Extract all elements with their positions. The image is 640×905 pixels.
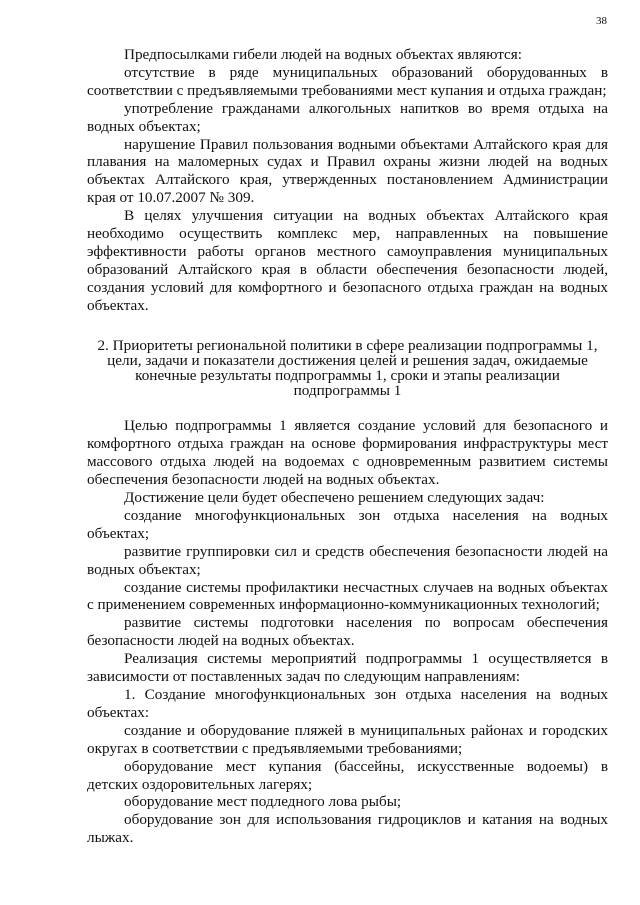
page-number: 38 [596,15,607,27]
paragraph: 1. Создание многофункциональных зон отдыха населения на водных объектах: [87,686,608,721]
paragraph: оборудование мест подледного лова рыбы; [124,793,402,811]
page-content [87,46,608,847]
paragraph: развитие системы подготовки населения по вопросам обеспечения безопасности людей на водных объектах. [87,614,608,650]
paragraph: оборудование зон для использования гидроциклов и катания на водных лыжах. [87,811,608,847]
paragraph: создание системы профилактики несчастных случаев на водных объектах с применением современных информационно-коммуникационных технологий; [87,578,608,614]
paragraph: создание и оборудование пляжей в муниципальных районах и городских округах в соответствии с предъявляемыми требованиями; [87,721,608,757]
paragraph: Достижение цели будет обеспечено решением следующих задач: [124,489,545,507]
paragraph: Предпосылками гибели людей на водных объектах являются: [124,46,522,63]
paragraph: нарушение Правил пользования водными объектами Алтайского края для плавания на маломерных судах и Правил охраны жизни людей на водных объектах Алтайского края, утвержденных постановлением Администрации края от 10.07.2007 № 309. [87,135,608,207]
paragraph: Целью подпрограммы 1 является создание условий для безопасного и комфортного отдыха граждан на основе формирования инфраструктуры мест массового отдыха людей на водоемах с одновременным развитием системы обеспечения безопасности людей на водных объектах. [87,417,608,489]
paragraph: В целях улучшения ситуации на водных объектах Алтайского края необходимо осуществить комплекс мер, направленных на повышение эффективности работы органов местного самоуправления муниципальных образований Алтайского края в области обеспечения безопасности людей, создания условий для комфортного и безопасного отдыха граждан на водных объектах. [87,207,608,314]
paragraph: употребление гражданами алкогольных напитков во время отдыха на водных объектах; [87,99,608,135]
section-heading: 2. Приоритеты региональной политики в сфере реализации подпрограммы 1, цели, задачи и показатели достижения целей и решения задач, ожидаемые конечные результаты подпрограммы 1, сроки и этапы реализации подпрограммы 1 [97,336,598,400]
paragraph: Реализация системы мероприятий подпрограммы 1 осуществляется в зависимости от поставленных задач по следующим направлениям: [87,650,608,686]
paragraph: отсутствие в ряде муниципальных образований оборудованных в соответствии с предъявляемыми требованиями мест купания и отдыха граждан; [87,63,608,99]
paragraph: оборудование мест купания (бассейны, искусственные водоемы) в детских оздоровительных лагерях; [87,757,608,793]
paragraph: создание многофункциональных зон отдыха населения на водных объектах; [87,506,608,542]
paragraph: развитие группировки сил и средств обеспечения безопасности людей на водных объектах; [87,542,608,578]
